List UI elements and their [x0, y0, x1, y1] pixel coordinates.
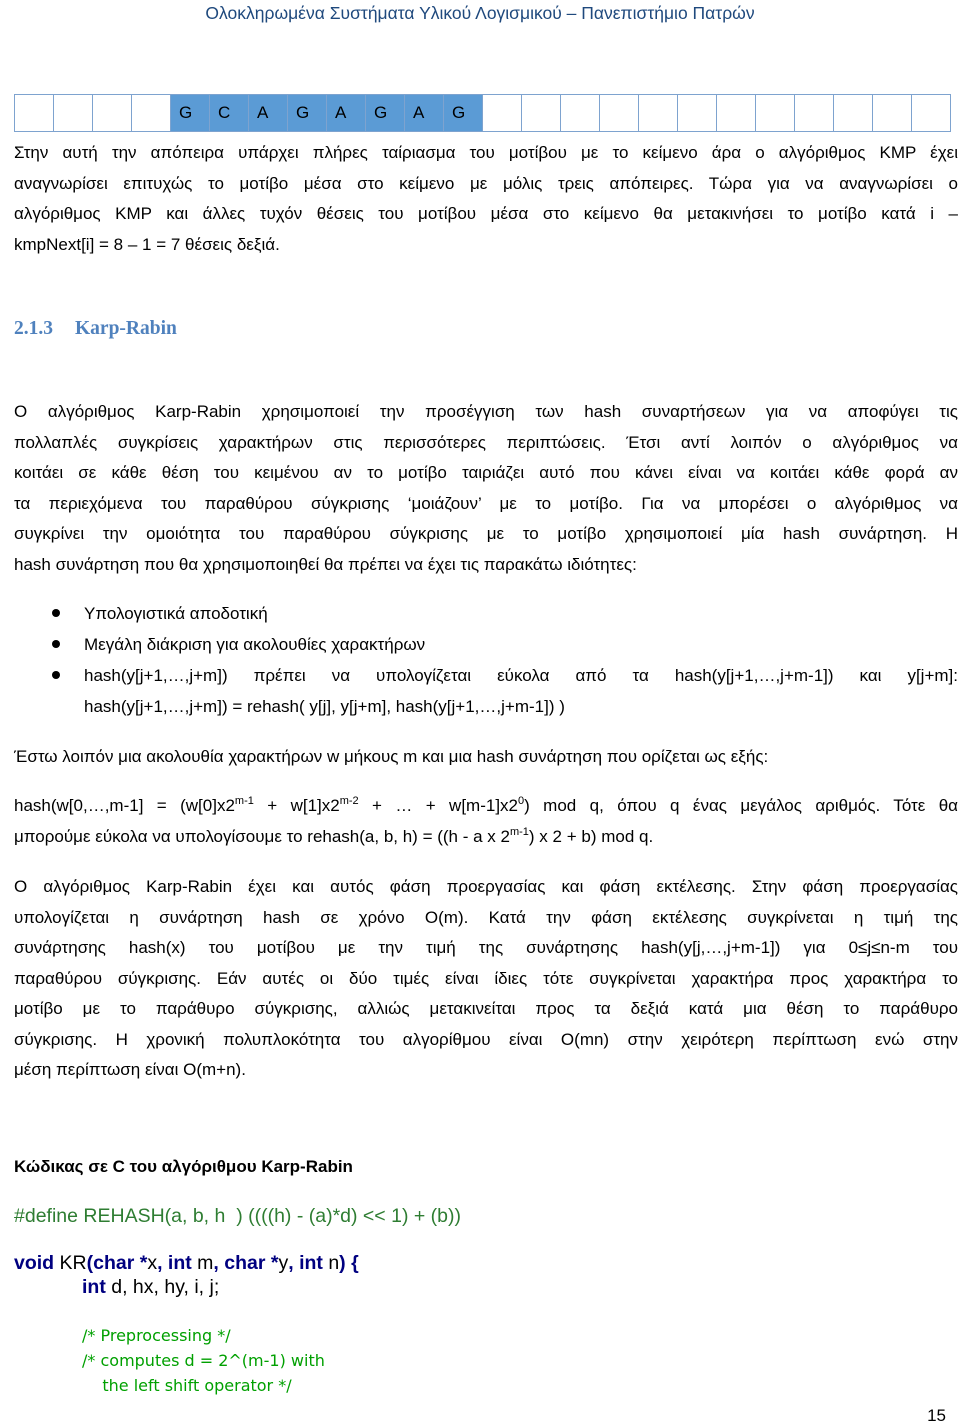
code-heading: Κώδικας σε C του αλγόριθμου Karp-Rabin	[14, 1157, 353, 1176]
empty-cell	[483, 95, 522, 132]
kmp-paragraph: Στην αυτή την απόπειρα υπάρχει πλήρες ταίριασμα του μοτίβου με το κείμενο άρα ο αλγόριθμος KMP έχει αναγνωρίσει επιτυχώς το μοτίβο μέσα στο κείμενο με μόλις τρεις απόπειρες. Τώρα για να αναγνωρίσει ο αλγόριθμος KMP και άλλες τυχόν θέσεις του μοτίβου μέσα στο κείμενο θα μετακινήσει το μοτίβο κατά i – kmpNext[i] = 8 – 1 = 7 θέσεις δεξιά.	[14, 143, 958, 254]
empty-cell	[678, 95, 717, 132]
list-item: Μεγάλη διάκριση για ακολουθίες χαρακτήρων	[14, 629, 958, 660]
section-number: 2.1.3	[14, 318, 53, 339]
hash-formula-paragraph: hash(w[0,…,m-1] = ($w[0]x2^{m-1} + w[1]x2^{m-2}$ + … + $w[m-1]x2^0$) mod q, όπου q ένας μεγάλος αριθμός. Τότε θα μπορούμε εύκολα να υπολογίσουμε το rehash(a, b, h) = ((h - a x 2$^{m-1}$) x 2 + b) mod q.	[14, 795, 959, 846]
page-header: Ολοκληρωμένα Συστήματα Υλικού Λογισμικού – Πανεπιστήμιο Πατρών	[205, 3, 755, 23]
empty-cell	[54, 95, 93, 132]
section-title: Karp-Rabin	[75, 318, 177, 339]
sequence-cell: A	[249, 95, 288, 132]
list-item: hash(y[j+1,…,j+m]) πρέπει να υπολογίζεται εύκολα από τα hash(y[j+1,…,j+m-1]) και y[j+m]: hash(y[j+1,…,j+m]) = rehash( y[j], y[j+m], hash(y[j+1,…,j+m-1]) )	[14, 660, 958, 722]
empty-cell	[873, 95, 912, 132]
section-heading	[14, 318, 177, 340]
phases-paragraph: Ο αλγόριθμος Karp-Rabin έχει και αυτός φάση προεργασίας και φάση εκτέλεσης. Στην φάση προεργασίας υπολογίζεται η συνάρτηση hash σε χρόνο O(m). Κατά την φάση εκτέλεσης συγκρίνεται η τιμή της συνάρτησης hash(x) του μοτίβου με την τιμή της συνάρτησης hash(y[j,…,j+m-1]) για 0≤j≤n-m του παραθύρου σύγκρισης. Εάν αυτές οι δύο τιμές είναι ίδιες τότε συγκρίνεται χαρακτήρα προς χαρακτήρα το μοτίβο με το παράθυρο σύγκρισης, αλλιώς μετακινείται προς τα δεξιά κατά μια θέση το παράθυρο σύγκρισης. Η χρονική πολυπλοκότητα του αλγορίθμου είναι O(mn) στην χειρότερη περίπτωση ενώ στην μέση περίπτωση είναι O(m+n).	[14, 877, 958, 1079]
empty-cell	[834, 95, 873, 132]
empty-cell	[756, 95, 795, 132]
code-declarations: int d, hx, hy, i, j;	[82, 1276, 220, 1298]
code-define-line: #define REHASH(a, b, h ) ((((h) - (a)*d) << 1) + (b))	[14, 1205, 462, 1227]
sequence-cell: A	[327, 95, 366, 132]
code-comment: /* Preprocessing */	[82, 1326, 231, 1345]
properties-list	[14, 598, 958, 722]
sequence-cell: A	[405, 95, 444, 132]
empty-cell	[561, 95, 600, 132]
empty-cell	[522, 95, 561, 132]
sequence-table	[14, 94, 951, 132]
empty-cell	[132, 95, 171, 132]
empty-cell	[717, 95, 756, 132]
empty-cell	[795, 95, 834, 132]
empty-cell	[912, 95, 951, 132]
empty-cell	[15, 95, 54, 132]
bullet-icon	[52, 640, 60, 648]
sequence-cell: G	[171, 95, 210, 132]
sequence-cell: G	[366, 95, 405, 132]
bullet-icon	[52, 609, 60, 617]
list-item: Υπολογιστικά αποδοτική	[14, 598, 958, 629]
sequence-cell: C	[210, 95, 249, 132]
code-comment: the left shift operator */	[82, 1376, 292, 1395]
code-comment: /* computes d = 2^(m-1) with	[82, 1351, 325, 1370]
code-function-signature: void KR(char *x, int m, char *y, int n) {	[14, 1252, 359, 1274]
empty-cell	[93, 95, 132, 132]
sequence-cell: G	[288, 95, 327, 132]
hash-definition-intro: Έστω λοιπόν μια ακολουθία χαρακτήρων w μήκους m και μια hash συνάρτηση που ορίζεται ως εξής:	[14, 747, 769, 766]
bullet-icon	[52, 671, 60, 679]
sequence-cell: G	[444, 95, 483, 132]
karp-rabin-intro-paragraph: Ο αλγόριθμος Karp-Rabin χρησιμοποιεί την προσέγγιση των hash συναρτήσεων για να αποφύγει τις πολλαπλές συγκρίσεις χαρακτήρων στις περισσότερες περιπτώσεις. Έτσι αντί λοιπόν ο αλγόριθμος να κοιτάει σε κάθε θέση του κειμένου αν το μοτίβο ταιριάζει αυτό που κάνει είναι να κοιτάει κάθε φορά αν τα περιεχόμενα του παραθύρου σύγκρισης ‘μοιάζουν’ με το μοτίβο. Για να μπορέσει ο αλγόριθμος να συγκρίνει την ομοιότητα του παραθύρου σύγκρισης με το μοτίβο χρησιμοποιεί μία hash συνάρτηση. Η hash συνάρτηση που θα χρησιμοποιηθεί θα πρέπει να έχει τις παρακάτω ιδιότητες:	[14, 402, 958, 574]
empty-cell	[600, 95, 639, 132]
page-number: 15	[927, 1406, 946, 1425]
empty-cell	[639, 95, 678, 132]
